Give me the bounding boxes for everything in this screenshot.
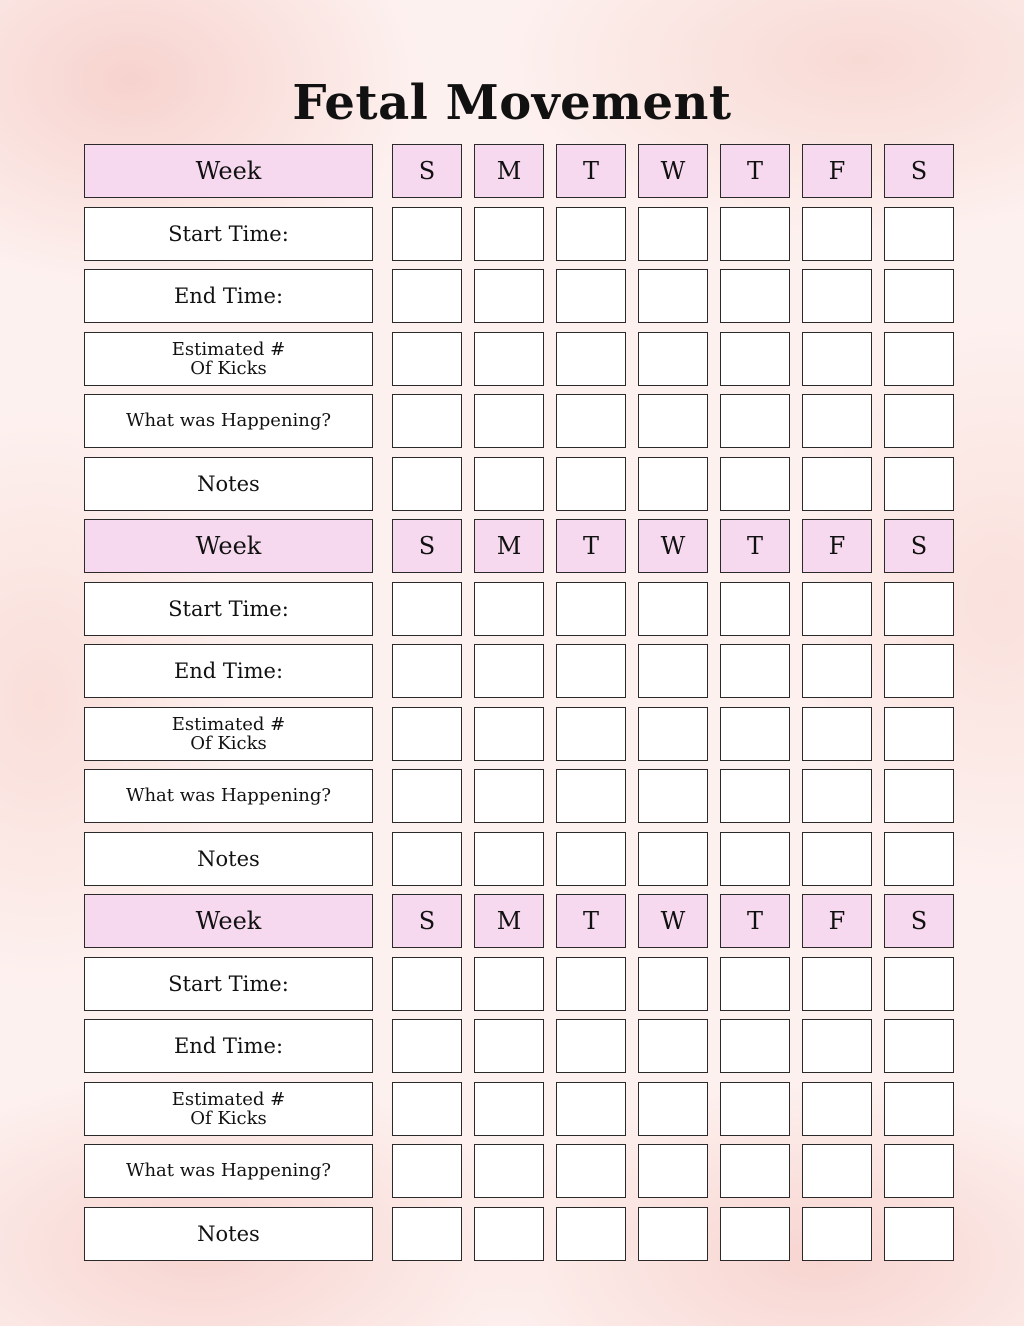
kicks-row <box>84 1082 954 1136</box>
entry-cell[interactable] <box>392 457 462 511</box>
happening-row <box>84 1144 954 1198</box>
notes-row <box>84 832 954 886</box>
page-title: Fetal Movement <box>292 75 732 131</box>
day-headers <box>392 144 954 198</box>
entry-cell[interactable] <box>884 1082 954 1136</box>
entry-cell[interactable] <box>884 582 954 636</box>
entry-cell[interactable] <box>392 957 462 1011</box>
entry-cell[interactable] <box>720 957 790 1011</box>
entry-cell[interactable] <box>884 644 954 698</box>
entry-cell[interactable] <box>884 332 954 386</box>
entry-cell[interactable] <box>884 832 954 886</box>
day-header-friday: F <box>802 144 872 198</box>
kicks-row <box>84 332 954 386</box>
week-section <box>84 519 954 886</box>
start-time-label: Start Time: <box>84 582 373 636</box>
entry-cell[interactable] <box>638 332 708 386</box>
entry-cell[interactable] <box>802 1144 872 1198</box>
entry-cell[interactable] <box>720 644 790 698</box>
entry-cell[interactable] <box>884 457 954 511</box>
entry-cell[interactable] <box>884 394 954 448</box>
entry-cell[interactable] <box>884 207 954 261</box>
entry-cell[interactable] <box>720 332 790 386</box>
day-header-thursday: T <box>720 519 790 573</box>
entry-cell[interactable] <box>884 957 954 1011</box>
entry-cell[interactable] <box>720 1207 790 1261</box>
entry-cell[interactable] <box>638 1019 708 1073</box>
entry-cell[interactable] <box>392 644 462 698</box>
entry-cell[interactable] <box>556 332 626 386</box>
entry-cell[interactable] <box>392 1082 462 1136</box>
entry-cell[interactable] <box>802 957 872 1011</box>
day-header-saturday: S <box>884 144 954 198</box>
entry-cell[interactable] <box>638 457 708 511</box>
entry-cell[interactable] <box>802 1019 872 1073</box>
entry-cell[interactable] <box>720 832 790 886</box>
entry-cell[interactable] <box>802 832 872 886</box>
entry-cell[interactable] <box>556 832 626 886</box>
entry-cell[interactable] <box>720 457 790 511</box>
entry-cell[interactable] <box>638 582 708 636</box>
entry-cell[interactable] <box>392 1144 462 1198</box>
entry-cell[interactable] <box>720 1019 790 1073</box>
entry-cell[interactable] <box>802 269 872 323</box>
entry-cell[interactable] <box>802 769 872 823</box>
entry-cell[interactable] <box>556 207 626 261</box>
entry-cell[interactable] <box>720 707 790 761</box>
entry-cell[interactable] <box>474 644 544 698</box>
entry-cell[interactable] <box>392 394 462 448</box>
kicks-row <box>84 707 954 761</box>
entry-cell[interactable] <box>556 644 626 698</box>
entry-cell[interactable] <box>474 582 544 636</box>
end-time-row <box>84 269 954 323</box>
entry-cell[interactable] <box>802 394 872 448</box>
start-time-row <box>84 582 954 636</box>
entry-cell[interactable] <box>638 644 708 698</box>
day-header-tuesday: T <box>556 894 626 948</box>
entry-cell[interactable] <box>720 207 790 261</box>
day-headers <box>392 519 954 573</box>
entry-cell[interactable] <box>474 269 544 323</box>
entry-cell[interactable] <box>638 707 708 761</box>
entry-cell[interactable] <box>474 832 544 886</box>
day-header-monday: M <box>474 144 544 198</box>
week-label: Week <box>84 144 373 198</box>
entry-cell[interactable] <box>474 957 544 1011</box>
entry-cell[interactable] <box>802 1082 872 1136</box>
day-header-monday: M <box>474 519 544 573</box>
end-time-row <box>84 1019 954 1073</box>
tracker-grid <box>84 144 954 1269</box>
entry-cell[interactable] <box>638 394 708 448</box>
entry-cell[interactable] <box>884 1207 954 1261</box>
entry-cell[interactable] <box>638 269 708 323</box>
day-headers <box>392 894 954 948</box>
entry-cell[interactable] <box>392 769 462 823</box>
day-header-monday: M <box>474 894 544 948</box>
start-time-row <box>84 207 954 261</box>
entry-cell[interactable] <box>392 707 462 761</box>
entry-cell[interactable] <box>556 1144 626 1198</box>
notes-row <box>84 1207 954 1261</box>
notes-row <box>84 457 954 511</box>
entry-cell[interactable] <box>474 332 544 386</box>
start-time-label: Start Time: <box>84 957 373 1011</box>
entry-cell[interactable] <box>474 1082 544 1136</box>
day-header-tuesday: T <box>556 144 626 198</box>
entry-cell[interactable] <box>802 644 872 698</box>
day-header-friday: F <box>802 519 872 573</box>
entry-cell[interactable] <box>556 1019 626 1073</box>
entry-cell[interactable] <box>720 269 790 323</box>
entry-cell[interactable] <box>720 1144 790 1198</box>
entry-cell[interactable] <box>392 1207 462 1261</box>
notes-label: Notes <box>84 457 373 511</box>
entry-cell[interactable] <box>474 394 544 448</box>
day-header-wednesday: W <box>638 144 708 198</box>
start-time-row <box>84 957 954 1011</box>
entry-cell[interactable] <box>638 1082 708 1136</box>
entry-cell[interactable] <box>474 707 544 761</box>
entry-cell[interactable] <box>392 332 462 386</box>
week-section <box>84 144 954 511</box>
entry-cell[interactable] <box>884 769 954 823</box>
entry-cell[interactable] <box>392 582 462 636</box>
entry-cell[interactable] <box>556 769 626 823</box>
entry-cell[interactable] <box>392 1019 462 1073</box>
day-header-wednesday: W <box>638 894 708 948</box>
entry-cell[interactable] <box>392 269 462 323</box>
entry-cell[interactable] <box>638 1144 708 1198</box>
day-header-saturday: S <box>884 519 954 573</box>
entry-cell[interactable] <box>474 1019 544 1073</box>
day-header-thursday: T <box>720 144 790 198</box>
week-header-row <box>84 894 954 948</box>
entry-cell[interactable] <box>802 1207 872 1261</box>
entry-cell[interactable] <box>556 269 626 323</box>
notes-label: Notes <box>84 832 373 886</box>
entry-cell[interactable] <box>802 457 872 511</box>
happening-label: What was Happening? <box>84 769 373 823</box>
week-label: Week <box>84 519 373 573</box>
week-label: Week <box>84 894 373 948</box>
day-header-wednesday: W <box>638 519 708 573</box>
entry-cell[interactable] <box>884 1019 954 1073</box>
entry-cell[interactable] <box>720 1082 790 1136</box>
entry-cell[interactable] <box>474 1207 544 1261</box>
entry-cell[interactable] <box>638 769 708 823</box>
week-header-row <box>84 144 954 198</box>
entry-cell[interactable] <box>474 457 544 511</box>
entry-cell[interactable] <box>802 707 872 761</box>
kicks-label: Estimated # Of Kicks <box>84 332 373 386</box>
entry-cell[interactable] <box>556 394 626 448</box>
entry-cell[interactable] <box>638 957 708 1011</box>
entry-cell[interactable] <box>556 707 626 761</box>
entry-cell[interactable] <box>474 207 544 261</box>
notes-label: Notes <box>84 1207 373 1261</box>
day-header-sunday: S <box>392 519 462 573</box>
day-header-friday: F <box>802 894 872 948</box>
entry-cell[interactable] <box>720 769 790 823</box>
end-time-label: End Time: <box>84 644 373 698</box>
entry-cell[interactable] <box>392 207 462 261</box>
entry-cell[interactable] <box>556 582 626 636</box>
day-header-saturday: S <box>884 894 954 948</box>
kicks-label: Estimated # Of Kicks <box>84 707 373 761</box>
entry-cell[interactable] <box>392 832 462 886</box>
entry-cell[interactable] <box>556 1207 626 1261</box>
entry-cell[interactable] <box>802 582 872 636</box>
happening-row <box>84 769 954 823</box>
entry-cell[interactable] <box>802 207 872 261</box>
day-header-tuesday: T <box>556 519 626 573</box>
entry-cell[interactable] <box>720 394 790 448</box>
entry-cell[interactable] <box>802 332 872 386</box>
day-header-thursday: T <box>720 894 790 948</box>
happening-label: What was Happening? <box>84 394 373 448</box>
happening-row <box>84 394 954 448</box>
entry-cell[interactable] <box>556 957 626 1011</box>
day-header-sunday: S <box>392 894 462 948</box>
entry-cell[interactable] <box>884 1144 954 1198</box>
end-time-label: End Time: <box>84 269 373 323</box>
entry-cell[interactable] <box>556 457 626 511</box>
entry-cell[interactable] <box>638 832 708 886</box>
end-time-row <box>84 644 954 698</box>
end-time-label: End Time: <box>84 1019 373 1073</box>
happening-label: What was Happening? <box>84 1144 373 1198</box>
entry-cell[interactable] <box>884 707 954 761</box>
start-time-label: Start Time: <box>84 207 373 261</box>
entry-cell[interactable] <box>474 1144 544 1198</box>
entry-cell[interactable] <box>474 769 544 823</box>
entry-cell[interactable] <box>556 1082 626 1136</box>
entry-cell[interactable] <box>638 207 708 261</box>
entry-cell[interactable] <box>884 269 954 323</box>
kicks-label: Estimated # Of Kicks <box>84 1082 373 1136</box>
day-header-sunday: S <box>392 144 462 198</box>
week-header-row <box>84 519 954 573</box>
entry-cell[interactable] <box>638 1207 708 1261</box>
week-section <box>84 894 954 1261</box>
entry-cell[interactable] <box>720 582 790 636</box>
